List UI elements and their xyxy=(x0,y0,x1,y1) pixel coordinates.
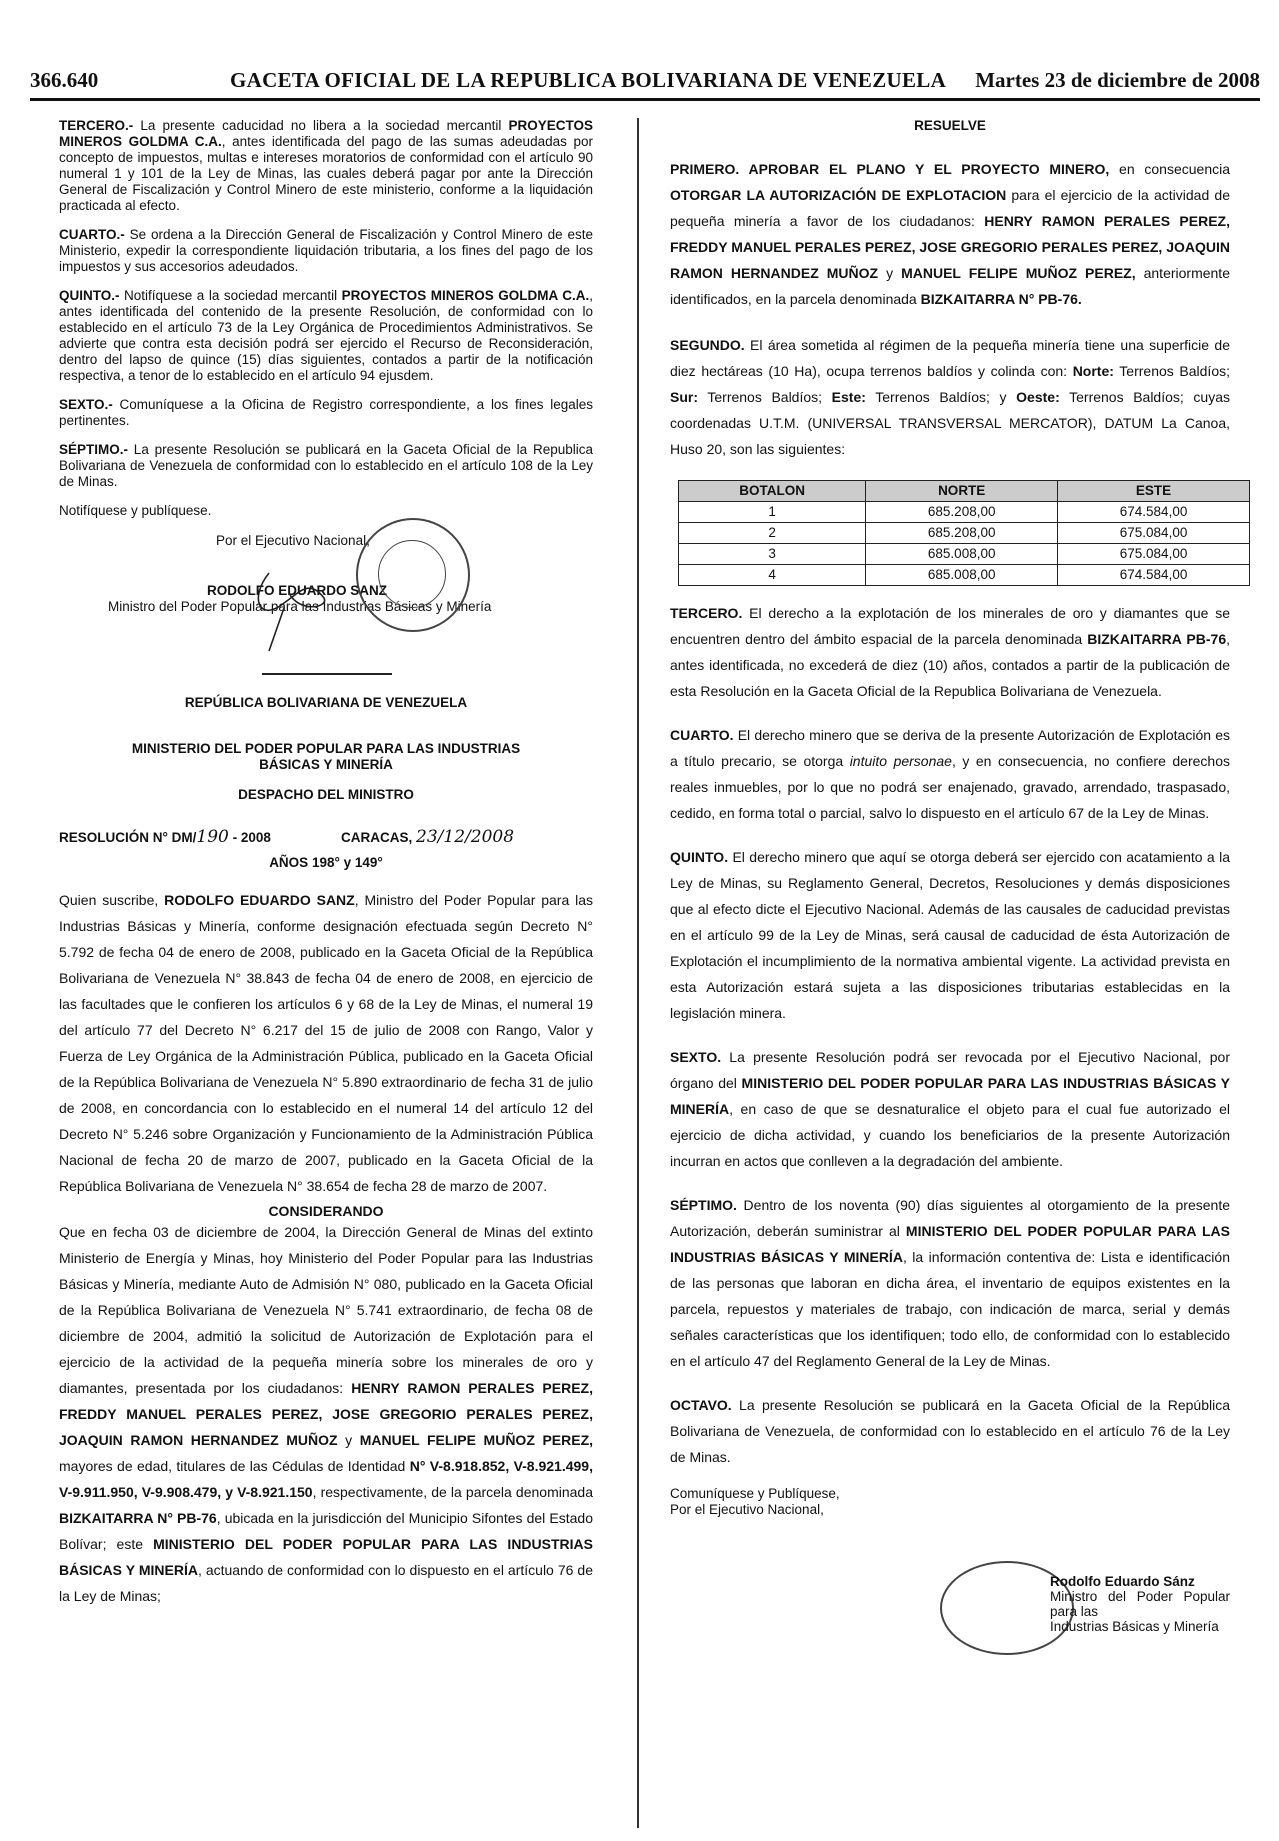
signature-block-left xyxy=(59,503,593,673)
gazette-title: GACETA OFICIAL DE LA REPUBLICA BOLIVARIANA DE VENEZUELA xyxy=(230,68,947,92)
right-quinto: QUINTO. El derecho minero que aquí se otorga deberá ser ejercido con acatamiento a la Ley de Minas, su Reglamento General, Decretos, Resoluciones y demás disposiciones que al efecto dicte el Ejecutivo Nacional. Además de las causales de caducidad previstas en el artículo 99 de la Ley de Minas, será causal de caducidad de ésta Autorización de Explotación el incumplimiento de la normativa ambiental vigente. La actividad prevista en esta Autorización estará sujeta a las disposiciones tributarias establecidas en la legislación minera. xyxy=(670,849,1230,1021)
table-row: 2 685.208,00 675.084,00 xyxy=(679,523,1250,544)
resuelve-heading: RESUELVE xyxy=(914,118,986,133)
by-executive-right: Por el Ejecutivo Nacional, xyxy=(670,1502,824,1517)
communicate-text: Comuníquese y Publíquese, xyxy=(670,1486,840,1501)
considerando-heading: CONSIDERANDO xyxy=(268,1203,384,1219)
right-cuarto: CUARTO. El derecho minero que se deriva de la presente Autorización de Explotación es a título precario, se otorga intuito personae, y en consecuencia, no confiere derechos reales inmuebles, por lo que no podrá ser enajenado, gravado, arrendado, traspasado, cedido, en forma total o parcial, salvo lo dispuesto en el artículo 67 de la Ley de Minas. xyxy=(670,727,1230,821)
republic-heading: REPÚBLICA BOLIVARIANA DE VENEZUELA xyxy=(184,695,468,710)
table-row: 4 685.008,00 674.584,00 xyxy=(679,565,1250,586)
left-cuarto: CUARTO.- Se ordena a la Dirección General de Fiscalización y Control Minero de este Ministerio, expedir la correspondiente liquidación tributaria, a los fines del pago de los impuestos y sus accesorios adeudados. xyxy=(59,227,593,274)
left-tercero: TERCERO.- La presente caducidad no libera a la sociedad mercantil PROYECTOS MINEROS GOLDMA C.A., antes identificada del pago de las sumas adeudadas por concepto de impuestos, multas e intereses moratorios de conformidad con el artículo 90 numeral 1 y 101 de la Ley de Minas, las cuales deberá pagar por ante la Dirección General de Fiscalización y Control Minero de este ministerio, conforme a la liquidación practicada al efecto. xyxy=(59,118,593,213)
page-header xyxy=(30,60,1260,100)
header-botalon: BOTALON xyxy=(679,481,866,502)
resolution-line: RESOLUCIÓN N° DM/190 - 2008 CARACAS, 23/12/2008 xyxy=(59,827,515,847)
office-heading: DESPACHO DEL MINISTRO xyxy=(238,787,414,802)
resolution-number: 190 xyxy=(196,827,229,847)
considerando-paragraph: Que en fecha 03 de diciembre de 2004, la Dirección General de Minas del extinto Ministerio de Energía y Minas, hoy Ministerio del Poder Popular para las Industrias Básicas y Minería, mediante Auto de Admisión N° 080, publicado en la Gaceta Oficial de la República Bolivariana de Venezuela N° 5.741 extraordinario, de fecha 08 de diciembre de 2004, admitió la solicitud de Autorización de Explotación para el ejercicio de la actividad de la pequeña minería sobre los minerales de oro y diamantes, presentada por los ciudadanos: HENRY RAMON PERALES PEREZ, FREDDY MANUEL PERALES PEREZ, JOSE GREGORIO PERALES PEREZ, JOAQUIN RAMON HERNANDEZ MUÑOZ y MANUEL FELIPE MUÑOZ PEREZ, mayores de edad, titulares de las Cédulas de Identidad N° V-8.918.852, V-8.921.499, V-9.911.950, V-9.908.479, y V-8.921.150, respectivamente, de la parcela denominada BIZKAITARRA N° PB-76, ubicada en la jurisdicción del Municipio Sifontes del Estado Bolívar; este MINISTERIO DEL PODER POPULAR PARA LAS INDUSTRIAS BÁSICAS Y MINERÍA, actuando de conformidad con lo dispuesto en el artículo 76 de la Ley de Minas; xyxy=(59,1224,594,1604)
left-column xyxy=(59,118,593,1622)
coordinates-table xyxy=(678,480,1250,586)
by-executive-left: Por el Ejecutivo Nacional, xyxy=(216,533,370,548)
right-segundo: SEGUNDO. El área sometida al régimen de la pequeña minería tiene una superficie de diez hectáreas (10 Ha), ocupa terrenos baldíos y colinda con: Norte: Terrenos Baldíos; Sur: Terrenos Baldíos; Este: Terrenos Baldíos; y Oeste: Terrenos Baldíos; cuyas coordenadas U.T.M. (UNIVERSAL TRANSVERSAL MERCATOR), DATUM La Canoa, Huso 20, son las siguientes: xyxy=(670,337,1230,457)
official-stamp-left xyxy=(356,518,470,632)
right-column xyxy=(670,118,1230,1636)
issue-date: Martes 23 de diciembre de 2008 xyxy=(975,68,1260,92)
signer-name-left: RODOLFO EDUARDO SANZ xyxy=(207,583,387,598)
table-row: 3 685.008,00 675.084,00 xyxy=(679,544,1250,565)
header-rule xyxy=(30,98,1260,101)
header-norte: NORTE xyxy=(866,481,1058,502)
handwritten-signature-left xyxy=(229,543,369,653)
signature-right xyxy=(1050,1574,1230,1634)
intro-paragraph: Quien suscribe, RODOLFO EDUARDO SANZ, Ministro del Poder Popular para las Industrias Básicas y Minería, conforme designación efectuada según Decreto N° 5.792 de fecha 04 de enero de 2008, publicado en la Gaceta Oficial de la República Bolivariana de Venezuela N° 38.843 de fecha 04 de enero de 2008, en ejercicio de las facultades que le confieren los artículos 6 y 68 de la Ley de Minas, el numeral 19 del artículo 77 del Decreto N° 6.217 del 15 de julio de 2008 con Rango, Valor y Fuerza de Ley Orgánica de la Administración Pública, publicado en la Gaceta Oficial de la República Bolivariana de Venezuela N° 5.890 extraordinario de fecha 31 de julio de 2008, en concordancia con lo establecido en el numeral 14 del artículo 12 del Decreto N° 5.246 sobre Organización y Funcionamiento de la Administración Pública Nacional de fecha 20 de marzo de 2007, publicado en la Gaceta Oficial de la República Bolivariana de Venezuela N° 38.654 de fecha 28 de marzo de 2007. xyxy=(59,892,593,1194)
header-este: ESTE xyxy=(1058,481,1250,502)
notify-text: Notifíquese y publíquese. xyxy=(59,503,212,518)
table-row: 1 685.208,00 674.584,00 xyxy=(679,502,1250,523)
left-septimo: SÉPTIMO.- La presente Resolución se publicará en la Gaceta Oficial de la Republica Bolivariana de Venezuela de conformidad con lo establecido en el artículo 108 de la Ley de Minas. xyxy=(59,442,593,489)
signer-role-right-1: Ministro del Poder Popular para las xyxy=(1050,1589,1230,1619)
right-primero: PRIMERO. APROBAR EL PLANO Y EL PROYECTO MINERO, en consecuencia OTORGAR LA AUTORIZACIÓN DE EXPLOTACION para el ejercicio de la actividad de pequeña minería a favor de los ciudadanos: HENRY RAMON PERALES PEREZ, FREDDY MANUEL PERALES PEREZ, JOSE GREGORIO PERALES PEREZ, JOAQUIN RAMON HERNANDEZ MUÑOZ y MANUEL FELIPE MUÑOZ PEREZ, anteriormente identificados, en la parcela denominada BIZKAITARRA N° PB-76. xyxy=(670,161,1231,307)
right-sexto: SEXTO. La presente Resolución podrá ser revocada por el Ejecutivo Nacional, por órgano del MINISTERIO DEL PODER POPULAR PARA LAS INDUSTRIAS BÁSICAS Y MINERÍA, en caso de que se desnaturalice el objeto para el cual fue autorizado el ejercicio de dicha actividad, y cuando los beneficiarios de la presente Autorización incurran en actos que conlleven a la degradación del ambiente. xyxy=(670,1049,1231,1169)
left-quinto: QUINTO.- Notifíquese a la sociedad mercantil PROYECTOS MINEROS GOLDMA C.A., antes identificada del contenido de la presente Resolución, de conformidad con lo establecido en el artículo 73 de la Ley Orgánica de Procedimientos Administrativos. Se advierte que contra esta decisión podrá ser ejercido el Recurso de Reconsideración, dentro del lapso de quince (15) días siguientes, contados a partir de la notificación respectiva, a tenor de lo establecido en el artículo 94 ejusdem. xyxy=(59,288,593,383)
right-tercero: TERCERO. El derecho a la explotación de los minerales de oro y diamantes que se encuentren dentro del ámbito espacial de la parcela denominada BIZKAITARRA PB-76, antes identificada, no excederá de diez (10) años, contados a partir de la publicación de esta Resolución en la Gaceta Oficial de la Republica Bolivariana de Venezuela. xyxy=(670,605,1230,699)
left-sexto: SEXTO.- Comuníquese a la Oficina de Registro correspondiente, a los fines legales pertinentes. xyxy=(59,397,593,428)
signature-rule xyxy=(262,673,392,675)
column-divider xyxy=(637,118,639,1828)
table-header-row xyxy=(679,481,1250,502)
signer-role-left: Ministro del Poder Popular para las Industrias Básicas y Minería xyxy=(108,599,492,614)
right-octavo: OCTAVO. La presente Resolución se publicará en la Gaceta Oficial de la República Bolivariana de Venezuela, de conformidad con lo establecido en el artículo 76 de la Ley de Minas. xyxy=(670,1397,1230,1465)
years-line: AÑOS 198° y 149° xyxy=(269,855,383,870)
right-septimo: SÉPTIMO. Dentro de los noventa (90) días siguientes al otorgamiento de la presente Autorización, deberán suministrar al MINISTERIO DEL PODER POPULAR PARA LAS INDUSTRIAS BÁSICAS Y MINERÍA, la información contentiva de: Lista e identificación de las personas que laboran en dicha área, el inventario de equipos existentes en la parcela, repuestos y materiales de trabajo, con indicación de marca, serial y demás señales características que los identifiquen; todo ello, de conformidad con lo establecido en el artículo 47 del Reglamento General de la Ley de Minas. xyxy=(670,1197,1230,1369)
closing-block xyxy=(670,1486,1230,1636)
signer-role-right-2: Industrias Básicas y Minería xyxy=(1050,1619,1219,1634)
signer-name-right: Rodolfo Eduardo Sánz xyxy=(1050,1574,1195,1589)
ministry-heading: MINISTERIO DEL PODER POPULAR PARA LAS INDUSTRIAS BÁSICAS Y MINERÍA xyxy=(131,741,521,772)
page-number: 366.640 xyxy=(30,68,99,92)
handwritten-date: 23/12/2008 xyxy=(416,827,515,847)
